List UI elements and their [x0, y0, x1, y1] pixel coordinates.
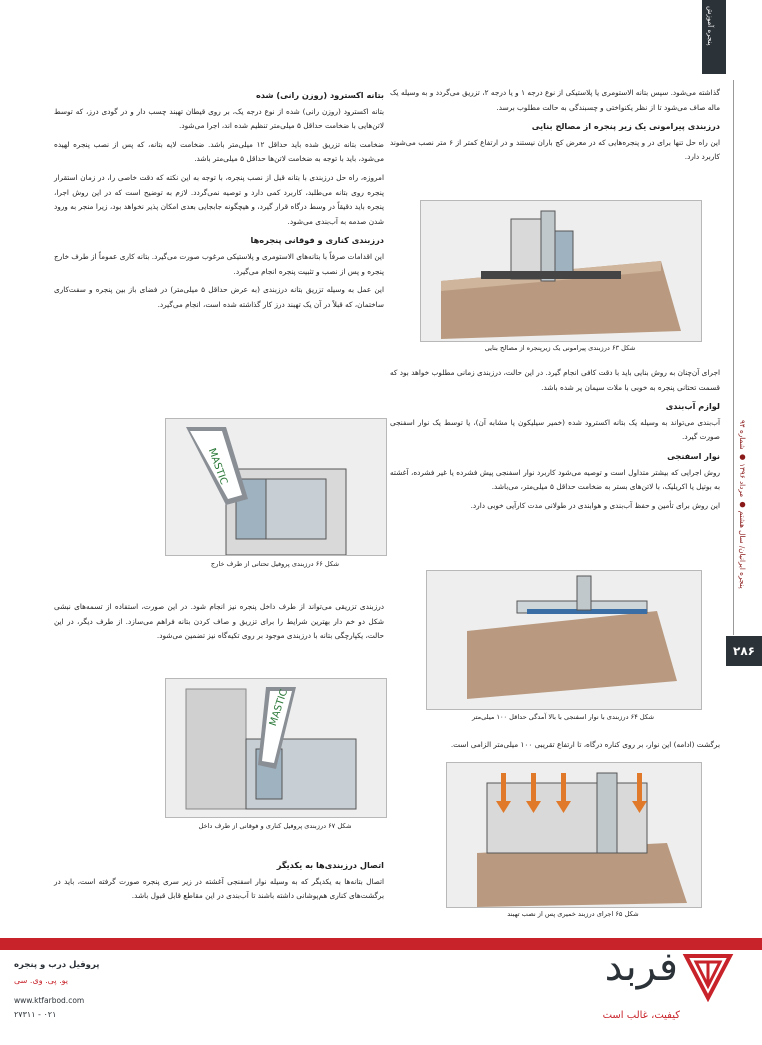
side-rule	[733, 80, 734, 635]
paragraph: روش اجرایی که بیشتر متداول است و توصیه می‌شود کاربرد نوار اسفنجی پیش فشرده یا غیر فشرده، آغشته به بوتیل یا اکریلیک، با لاتن‌های بستر به ضخامت حداقل ۵ میلی‌متر، می‌باشد.	[390, 467, 720, 492]
paragraph: این راه حل تنها برای در و پنجره‌هایی که در معرض کج باران نیستند و در ارتفاع کمتر از ۶ متر نصب می‌شوند کاربرد دارد.	[390, 137, 720, 162]
product-sub: یو. پی. وی. سی	[14, 976, 69, 985]
issue-info: پنجره ایرانیان/ سال هشتم ● مرداد ۱۳۹۶ ● شماره ۹۴	[738, 420, 747, 589]
section-heading: بتانه اکسترود (روزن رانی) شده	[255, 90, 384, 100]
left-column-top	[54, 86, 384, 316]
mastic-side-illustration	[166, 679, 386, 817]
paragraph: برگشت (ادامه) این نوار، بر روی کناره درگاه، تا ارتفاع تقریبی ۱۰۰ میلی‌متر الزامی است.	[450, 740, 720, 749]
right-column-bottom	[390, 738, 720, 757]
website-link[interactable]: www.ktfarbod.com	[14, 996, 85, 1005]
brand-slogan: کیفیت، غالب است	[602, 1010, 680, 1021]
paragraph: امروزه، راه حل درزبندی با بتانه قبل از نصب پنجره، با توجه به این نکته که دقت خاصی را، در زمان استقرار پنجره روی بتانه می‌طلبد، کاربرد کمی دارد و توصیه نمی‌گردد. لازم به توضیح است که در این روش اجرا، پنجره باید دقیقاً در وسط درگاه قرار گیرد، و هیچگونه جابجایی بعدی امکان پذیر نخواهد بود، زیرا منجر به ورود شدن صدمه به آب‌بندی می‌شود.	[54, 172, 384, 226]
tube-label: MASTIC	[205, 446, 230, 487]
left-column-bottom	[54, 856, 384, 908]
section-heading: لوازم آب‌بندی	[665, 401, 720, 412]
figure-64	[426, 570, 702, 710]
brand-name: فربد	[604, 944, 678, 990]
paragraph: این روش برای تأمین و حفظ آب‌بندی و هوابندی در طولانی مدت کارآیی خوبی دارد.	[470, 500, 720, 510]
section-tab	[702, 0, 726, 74]
tube-label: MASTIC	[267, 688, 291, 728]
sealant-application-illustration	[447, 763, 701, 907]
section-heading: درزبندی پیرامونی یک زیر پنجره از مصالح بنایی	[531, 121, 720, 132]
caption-67: شکل ۶۷ درزبندی پروفیل کناری و فوقانی از طرف داخل	[198, 822, 352, 830]
paragraph: گذاشته می‌شود. سپس بتانه الاستومری یا پلاستیکی از نوع درجه ۱ و یا درجه ۲، تزریق می‌گردد و به وسیله یک ماله صاف می‌شود تا از نظر یکنواختی و چسبندگی به حالت مطلوب برسد.	[390, 88, 720, 112]
window-sill-illustration	[421, 201, 701, 341]
paragraph: ضخامت بتانه تزریق شده باید حداقل ۱۲ میلی‌متر باشد. ضخامت لایه بتانه، که پس از نصب پنجره لهیده می‌شود، باید با توجه به ضخامت لاتن‌ها حداقل ۵ میلی‌متر باشد.	[54, 139, 384, 164]
right-column-top	[390, 86, 720, 169]
section-heading: اتصال درزبندی‌ها به یکدیگر	[276, 860, 384, 870]
figure-65	[446, 762, 702, 908]
section-heading: درزبندی کناری و فوقانی پنجره‌ها	[250, 235, 384, 246]
figure-67	[165, 678, 387, 818]
section-tab-label: پنجره آموزش	[706, 6, 714, 46]
mastic-bottom-illustration	[166, 419, 386, 555]
caption-66: شکل ۶۶ درزبندی پروفیل تحتانی از طرف خارج	[210, 560, 340, 568]
paragraph: اتصال بتانه‌ها به یکدیگر که به وسیله نوار اسفنجی آغشته در زیر سری پنجره صورت گرفته است، باید در برگشت‌های کناری هم‌پوشانی داشته باشند تا آب‌بندی در این مقاطع قابل قبول باشد.	[54, 876, 384, 901]
page-number: ۲۸۶	[726, 636, 762, 666]
caption-65: شکل ۶۵ اجرای درزبند خمیری پس از نصب تهبند	[507, 910, 639, 918]
left-column-mid	[54, 600, 384, 648]
figure-66	[165, 418, 387, 556]
paragraph: اجرای آن‌چنان به روش بنایی باید با دقت کافی انجام گیرد. در این حالت، درزبندی زمانی مطلوب خواهد بود که قسمت تحتانی پنجره به خوبی با ملات سیمان پر شده باشد.	[390, 368, 720, 392]
section-heading: نوار اسفنجی	[667, 450, 720, 461]
brand-logo-icon	[682, 950, 734, 1002]
right-column-mid	[390, 366, 720, 517]
paragraph: این اقدامات صرفاً با بتانه‌های الاستومری و پلاستیکی مرغوب صورت می‌گیرد. بتانه کاری عموماً از طرف خارج پنجره و پس از نصب و تثبیت پنجره انجام می‌گیرد.	[54, 251, 384, 276]
paragraph: این عمل به وسیله تزریق بتانه درزبندی (به عرض حداقل ۵ میلی‌متر) در فضای باز بین پنجره و سفت‌کاری ساختمان، که قبلاً در آن یک تهبند درز کار گذاشته شده است، انجام می‌گیرد.	[54, 285, 384, 309]
paragraph: درزبندی تزریقی می‌تواند از طرف داخل پنجره نیز انجام شود. در این صورت، استفاده از تسمه‌های نبشی شکل دو خم دار بهترین شرایط را برای تزریق و صاف کردن بتانه فراهم می‌سازد. از طرف دیگر، در این حالت، یکپارچگی بتانه با درزبندی موجود بر روی تکیه‌گاه نیز تضمین می‌شود.	[54, 602, 384, 641]
caption-63: شکل ۶۳ درزبندی پیرامونی یک زیرپنجره از مصالح بنایی	[484, 344, 636, 352]
foam-tape-illustration	[427, 571, 701, 709]
caption-64: شکل ۶۴ درزبندی با نوار اسفنجی با بالا آمدگی حداقل ۱۰۰ میلی‌متر	[471, 713, 655, 721]
figure-63	[420, 200, 702, 342]
paragraph: آب‌بندی می‌تواند به وسیله یک بتانه اکسترود شده (خمیر سیلیکون یا مشابه آن)، یا توسط یک نوار اسفنجی صورت گیرد.	[390, 417, 720, 442]
product-line: پروفیل درب و پنجره	[14, 960, 100, 970]
phone-number: ۰۲۱ - ۲۷۳۱۱	[14, 1010, 57, 1019]
paragraph: بتانه اکسترود (روزن رانی) شده از نوع درجه یک، بر روی قیطان تهبند چسب دار و در گودی درز، که توسط لاتن‌هایی با ضخامت حداقل ۵ میلی‌متر تنظیم شده اند، اجرا می‌شود.	[54, 106, 384, 131]
